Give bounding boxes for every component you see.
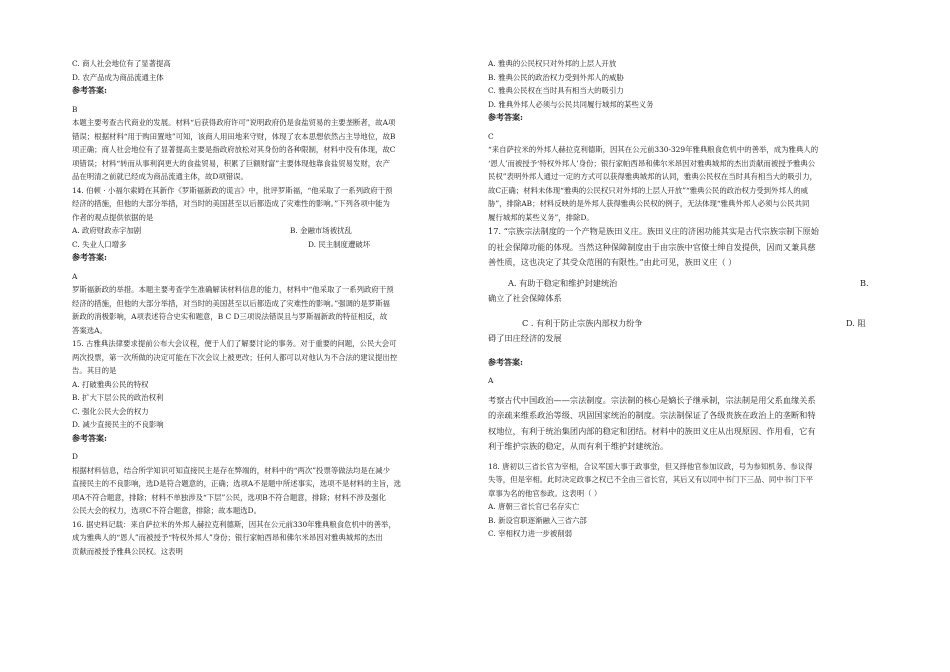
explanation-line: 品在明清之前就已经成为商品流通主体，故D项错误。 (72, 172, 248, 181)
explanation-line: 经济的措施，但他的大部分举措，对当时的美国甚至以后都造成了灾难性的影响。”强调的是罗斯福 (72, 298, 390, 308)
explanation-line: 项错误；材料“转而从事利润更大的食盐贸易，积累了巨额财富”主要体现他靠食盐贸易发财，农产 (72, 158, 390, 168)
option-b: B. 雅典公民的政治权力受到外邦人的威胁 (488, 72, 624, 82)
option-c: C. 宰相权力进一步被削弱 (488, 529, 572, 538)
answer-value: B (72, 104, 78, 114)
explanation-line: 项A不符合题意，排除；材料不单独涉及“下层”公民，选项B不符合题意，排除；材料不涉及强化 (72, 492, 386, 502)
option-d: D. 民主制度遭破坏 (308, 239, 371, 249)
right-column (488, 57, 880, 541)
explanation-line: 本题主要考查古代商业的发展。材料“后获得政府许可”说明政府仍是食盐贸易的主要垄断者，故A项 (72, 118, 396, 127)
q14-options-row2 (72, 238, 467, 252)
explanation-line: 利于维护宗族的稳定，从而有利于维护封建统治。 (488, 441, 669, 451)
explanation-line: ‘恩人’而被授予‘特权外邦人’身份；银行家帕西昂和佛尔米昂因对雅典城邦的杰出贡献而被授予雅典公 (488, 158, 816, 168)
answer-value: D (72, 452, 78, 461)
question-14: 经济的措施，但他的大部分举措，对当时的美国甚至以后都造成了灾难性的影响。”下列各项中能为 (72, 199, 390, 208)
answer-value: A (72, 271, 78, 281)
option-c: C. 强化公民大会的权力 (72, 406, 149, 416)
option-a: A. 唐朝三省长官已名存实亡 (488, 502, 580, 511)
option-line: D. 农产品成为商品流通主体 (72, 72, 164, 82)
explanation-line: 项正确；商人社会地位有了显著提高主要是指政府放松对其身份的各种限制，材料中没有体现，故C (72, 145, 396, 154)
explanation-line: 民权”表明外邦人通过一定的方式可以获得雅典城邦的认同，雅典公民权在当时具有相当大的吸引力， (488, 172, 817, 181)
explanation-line: 的亲疏来维系政治等级、巩固国家统治的制度。宗法制保证了各级贵族在政治上的垄断和特 (488, 410, 816, 420)
explanation-line: 答案选A。 (72, 325, 107, 335)
option-d: D. 雅典外邦人必须与公民共同履行城邦的某些义务 (488, 99, 654, 109)
question-18: 章事为名的他官参政。这表明（ ） (488, 488, 602, 498)
explanation-line: 错误；根据材料“用于购田置地”可知，该商人用田地来守财，体现了农本思想依然占主导地位，故B (72, 131, 396, 141)
explanation-line: 胁”，排除AB；材料反映的是外邦人获得雅典公民权的例子，无法体现“雅典外邦人必须与公民共同 (488, 199, 810, 208)
question-16: 贡献而被授予雅典公民权。这表明 (72, 546, 183, 556)
question-14: 14. 伯顿 · 小福尔索姆在其新作《罗斯福新政的谎言》中，批评罗斯福，“他采取了一系列政府干预 (72, 185, 393, 195)
option-b: B. (860, 277, 869, 288)
option-c: C. 失业人口增多 (72, 239, 127, 249)
option-a: A. 打破雅典公民的特权 (72, 379, 149, 389)
explanation-line: “来自萨拉米的外邦人赫拉克利德斯，因其在公元前330-329年雅典粮食危机中的善举，成为雅典人的 (488, 145, 819, 154)
question-18: 18. 唐初以三省长官为宰相，合议军国大事于政事堂，但又择他官参加议政，号为参知机务、参议得 (488, 461, 813, 471)
answer-label: 参考答案: (72, 432, 107, 443)
explanation-line: 履行城邦的某些义务”，排除D。 (488, 212, 594, 222)
answer-label: 参考答案: (488, 112, 523, 122)
answer-value: C (488, 131, 494, 141)
option-d: D. 阻 (846, 317, 866, 328)
left-column (72, 57, 467, 558)
question-15: 告。其目的是 (72, 366, 117, 375)
question-14: 作者的观点提供依据的是 (72, 212, 154, 222)
q14-options-row1 (72, 224, 467, 238)
answer-label: 参考答案: (488, 356, 523, 367)
question-16: 16. 据史料记载：来自萨拉米的外邦人赫拉克利德斯，因其在公元前330年雅典粮食危机中的善举， (72, 519, 396, 529)
answer-label: 参考答案: (72, 85, 107, 95)
option-c: C . 有利于防止宗族内部权力纷争 (522, 317, 643, 328)
q17-options-row2 (488, 316, 880, 332)
explanation-line: 新政的消极影响，A项表述符合史实和题意，B C D三项说法错误且与罗斯福新政的特征相反，故 (72, 312, 388, 321)
explanation-line: 权地位，有利于统治集团内部的稳定和团结。材料中的族田义庄从出现原因、作用看，它有 (488, 425, 816, 436)
explanation-line: 考察古代中国政治——宗法制度。宗法制的核心是嫡长子继承制，宗法制是用父系血缘关系 (488, 394, 816, 405)
option-d-continued: 碍了田庄经济的发展 (488, 333, 562, 343)
question-15: 两次投票，第一次所做的决定可能在下次会议上被更改；任何人都可以对他认为不合法的建议提出控 (72, 352, 398, 362)
question-17: 善性质，这也决定了其受众范围的有限性。”由此可见，族田义庄（ ） (488, 257, 737, 267)
explanation-line: 直接民主的不良影响，选D是符合题意的，正确；选项A不是题中所述事实，选项不是材料的主旨，选 (72, 479, 402, 488)
option-a: A. 雅典的公民权只对外邦的上层人开放 (488, 59, 617, 68)
option-b: B. 金融市场被扰乱 (290, 226, 352, 235)
option-b: B. 扩大下层公民的政治权利 (72, 393, 164, 402)
question-15: 15. 古雅典法律要求提前公布大会议程，便于人们了解要讨论的事务。对于重要的问题，公民大会可 (72, 339, 397, 348)
question-18: 失等，但是宰相。此时决定政事之权已不全由三省长官，其后又有以同中书门下三品、同中书门下平 (488, 475, 814, 484)
option-a: A. 有助于稳定和维护封建统治 (508, 277, 618, 288)
option-c: C. 雅典公民权在当时具有相当大的吸引力 (488, 86, 624, 95)
explanation-line: 故C正确；材料未体现“雅典的公民权只对外邦的上层人开放”“雅典公民的政治权力受到外邦人的威 (488, 185, 809, 195)
option-line: C. 商人社会地位有了显著提高 (72, 59, 171, 68)
answer-label: 参考答案: (72, 252, 107, 262)
explanation-line: 根据材料信息，结合所学知识可知直接民主是存在弊端的，材料中的“两次”投票等做法均是在减少 (72, 465, 390, 475)
question-17: 的社会保障功能的体现。当然这种保障制度由于由宗族中官僚士绅自发提供，因而又兼具慈 (488, 241, 816, 252)
answer-value: A (488, 376, 494, 385)
explanation-line: 罗斯福新政的举措。本题主要考查学生准确解读材料信息的能力，材料中“他采取了一系列政府干预 (72, 285, 394, 294)
option-a: A. 政府财政赤字加剧 (72, 226, 142, 235)
question-16: 成为雅典人的“恩人”而被授予“特权外邦人”身份；银行家帕西昂和佛尔米昂因对雅典城邦的杰出 (72, 533, 383, 542)
explanation-line: 公民大会的权力，选项C不符合题意，排除；故本题选D。 (72, 506, 261, 515)
option-d: D. 减少直接民主的不良影响 (72, 420, 164, 429)
question-17: 17. “宗族宗法制度的一个产物是族田义庄。族田义庄的济困功能其实是古代宗族宗制下原始 (488, 226, 819, 236)
q17-options-row1 (488, 276, 880, 292)
option-b: B. 新设官职逐渐融入三省六部 (488, 515, 587, 525)
option-b-continued: 确立了社会保障体系 (488, 293, 562, 303)
